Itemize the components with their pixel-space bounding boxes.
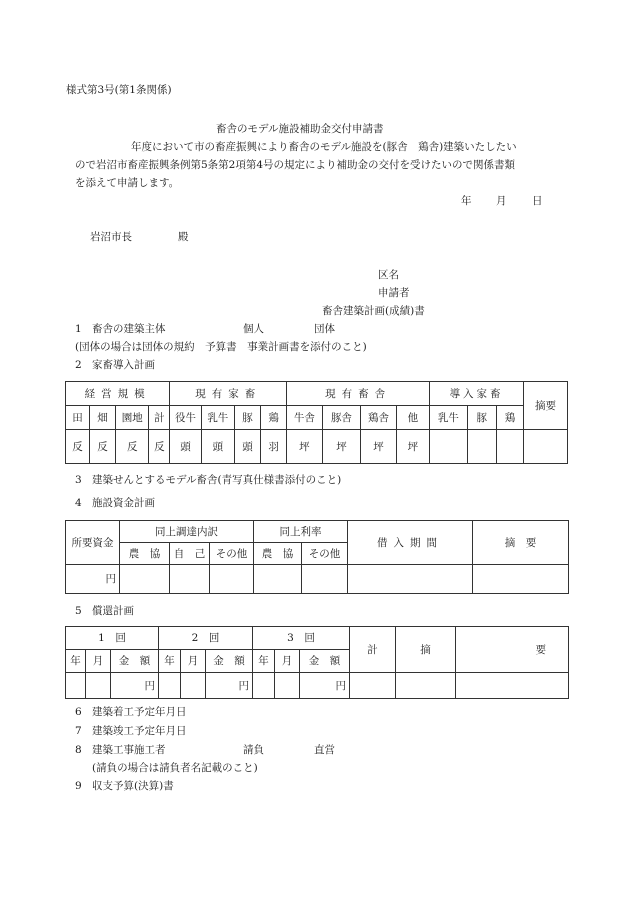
date-month: 月 [496, 195, 507, 207]
col-year: 年 [66, 650, 86, 673]
blank-cell[interactable] [86, 673, 111, 699]
col-pig-barn: 豚舎 [322, 406, 361, 430]
repayment-plan-table [65, 626, 569, 699]
item-1-label: 畜舎の建築主体 [92, 323, 166, 335]
item-2-label: 家畜導入計画 [92, 359, 155, 371]
item-4-label: 施設資金計画 [92, 497, 155, 509]
col-month: 月 [181, 650, 206, 673]
item-8-option-contract: 請負 [243, 744, 264, 756]
item-8-note: (請負の場合は請負者名記載のこと) [92, 762, 258, 774]
item-6-number: 6 [75, 706, 82, 718]
item-7-number: 7 [75, 725, 82, 737]
header-remarks-2: 要 [456, 627, 569, 673]
blank-cell[interactable] [430, 430, 468, 464]
form-number: 様式第3号(第1条関係) [66, 84, 172, 96]
unit-yen[interactable]: 円 [300, 673, 350, 699]
unit-tsubo[interactable]: 坪 [287, 430, 322, 464]
col-amount: 金 額 [206, 650, 253, 673]
item-6-label: 建築着工予定年月日 [92, 706, 187, 718]
district-label: 区名 [378, 269, 399, 281]
col-orchard: 園地 [116, 406, 149, 430]
blank-cell[interactable] [120, 565, 170, 594]
header-current-livestock: 現有家畜 [170, 382, 287, 406]
col-other: その他 [210, 543, 254, 565]
item-9-number: 9 [75, 780, 82, 792]
header-installment-3: 3 回 [253, 627, 350, 650]
col-intro-chicken: 鶏 [496, 406, 523, 430]
item-1-number: 1 [75, 323, 82, 335]
item-3-number: 3 [75, 474, 82, 486]
item-1-option-group: 団体 [314, 323, 335, 335]
item-1-note: (団体の場合は団体の規約 予算書 事業計画書を添付のこと) [75, 341, 367, 353]
unit-tsubo[interactable]: 坪 [322, 430, 361, 464]
applicant-label: 申請者 [378, 287, 410, 299]
col-agri-coop: 農 協 [120, 543, 170, 565]
col-intro-dairy-cattle: 乳牛 [430, 406, 468, 430]
col-other-barn: 他 [396, 406, 429, 430]
header-current-barns: 現有畜舎 [287, 382, 430, 406]
header-interest-rate: 同上利率 [254, 521, 348, 543]
blank-cell[interactable] [254, 565, 302, 594]
item-5-number: 5 [75, 605, 82, 617]
header-required-funds: 所要資金 [66, 521, 120, 565]
unit-tsubo[interactable]: 坪 [361, 430, 396, 464]
unit-head[interactable]: 頭 [201, 430, 234, 464]
plan-document-title: 畜舎建築計画(成績)書 [322, 305, 425, 317]
addressee-name: 岩沼市長 [90, 231, 132, 243]
header-procurement-breakdown: 同上調達内訳 [120, 521, 254, 543]
col-chicken-barn: 鶏舎 [361, 406, 396, 430]
item-9-label: 収支予算(決算)書 [92, 780, 174, 792]
header-total: 計 [350, 627, 396, 673]
date-day: 日 [532, 195, 543, 207]
item-1-option-individual: 個人 [243, 323, 264, 335]
header-installment-1: 1 回 [66, 627, 159, 650]
unit-tan[interactable]: 反 [66, 430, 90, 464]
item-5-label: 償還計画 [92, 605, 134, 617]
col-year: 年 [253, 650, 275, 673]
body-line-3: を添えて申請します。 [75, 177, 180, 189]
col-chicken: 鶏 [261, 406, 287, 430]
blank-cell[interactable] [467, 430, 496, 464]
blank-cell[interactable] [275, 673, 300, 699]
item-2-number: 2 [75, 359, 82, 371]
item-4-number: 4 [75, 497, 82, 509]
header-remarks: 摘要 [524, 382, 568, 430]
unit-tan[interactable]: 反 [116, 430, 149, 464]
item-7-label: 建築竣工予定年月日 [92, 725, 187, 737]
header-introduced-livestock: 導入家畜 [430, 382, 524, 406]
header-remarks: 摘 要 [473, 521, 569, 565]
col-amount: 金 額 [111, 650, 159, 673]
date-year: 年 [461, 195, 472, 207]
blank-cell[interactable] [66, 673, 86, 699]
col-cattle-barn: 牛舎 [287, 406, 322, 430]
col-dairy-cattle: 乳牛 [201, 406, 234, 430]
unit-yen[interactable]: 円 [66, 565, 120, 594]
body-line-2: ので岩沼市畜産振興条例第5条第2項第4号の規定により補助金の交付を受けたいので関係書類 [75, 159, 516, 171]
addressee-honorific: 殿 [178, 231, 189, 243]
blank-cell[interactable] [210, 565, 254, 594]
blank-cell[interactable] [181, 673, 206, 699]
col-pig: 豚 [235, 406, 261, 430]
col-amount: 金 額 [300, 650, 350, 673]
unit-tan[interactable]: 反 [149, 430, 170, 464]
col-intro-pig: 豚 [467, 406, 496, 430]
header-borrowing-period: 借入期間 [348, 521, 473, 565]
blank-cell[interactable] [170, 565, 210, 594]
unit-head[interactable]: 頭 [170, 430, 201, 464]
blank-cell[interactable] [159, 673, 181, 699]
blank-cell[interactable] [348, 565, 473, 594]
body-line-1: 年度において市の畜産振興により畜舎のモデル施設を(豚舎 鶏舎)建築いたしたい [131, 141, 517, 153]
unit-tan[interactable]: 反 [90, 430, 116, 464]
livestock-plan-table [65, 381, 568, 464]
blank-cell[interactable] [473, 565, 569, 594]
blank-cell[interactable] [496, 430, 523, 464]
blank-cell[interactable] [253, 673, 275, 699]
blank-cell[interactable] [396, 673, 456, 699]
col-rate-other: その他 [302, 543, 348, 565]
blank-cell[interactable] [524, 430, 568, 464]
header-installment-2: 2 回 [159, 627, 253, 650]
item-8-option-direct: 直営 [314, 744, 335, 756]
form-title: 畜舎のモデル施設補助金交付申請書 [216, 123, 384, 135]
item-8-number: 8 [75, 744, 82, 756]
item-3-label: 建築せんとするモデル畜舎(青写真仕様書添付のこと) [92, 474, 342, 486]
blank-cell[interactable] [302, 565, 348, 594]
col-month: 月 [275, 650, 300, 673]
col-self: 自 己 [170, 543, 210, 565]
blank-cell[interactable] [456, 673, 569, 699]
header-management-scale: 経営規模 [66, 382, 170, 406]
blank-cell[interactable] [350, 673, 396, 699]
unit-yen[interactable]: 円 [111, 673, 159, 699]
col-month: 月 [86, 650, 111, 673]
col-rate-agri-coop: 農 協 [254, 543, 302, 565]
unit-bird[interactable]: 羽 [261, 430, 287, 464]
col-upland-field: 畑 [90, 406, 116, 430]
funding-plan-table [65, 520, 569, 594]
header-remarks-1: 摘 [396, 627, 456, 673]
col-year: 年 [159, 650, 181, 673]
col-rice-field: 田 [66, 406, 90, 430]
unit-tsubo[interactable]: 坪 [396, 430, 429, 464]
item-8-label: 建築工事施工者 [92, 744, 166, 756]
col-draft-cattle: 役牛 [170, 406, 201, 430]
unit-head[interactable]: 頭 [235, 430, 261, 464]
col-total: 計 [149, 406, 170, 430]
unit-yen[interactable]: 円 [206, 673, 253, 699]
